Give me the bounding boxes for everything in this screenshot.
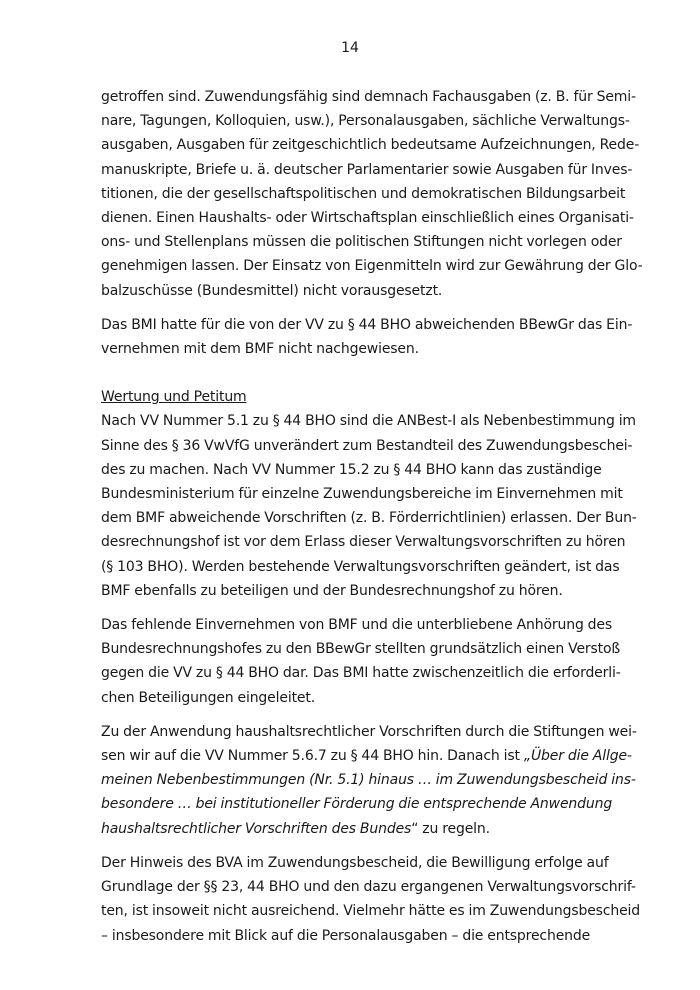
quote-text: meinen Nebenbestimmungen (Nr. 5.1) hinaus … im Zuwendungsbescheid ins- xyxy=(101,772,636,789)
text-line: – insbesondere mit Blick auf die Personalausgaben – die entsprechende xyxy=(101,927,591,944)
text-line xyxy=(101,768,636,792)
paragraph-einvernehmen xyxy=(101,313,633,361)
text-line: ons- und Stellenplans müssen die politischen Stiftungen nicht vorlegen oder xyxy=(101,234,622,251)
paragraph-verstoss xyxy=(101,613,621,710)
text-line: BMF ebenfalls zu beteiligen und der Bundesrechnungshof zu hören. xyxy=(101,582,563,599)
text-line: Nach VV Nummer 5.1 zu § 44 BHO sind die ANBest-I als Nebenbestimmung im xyxy=(101,413,636,430)
quote-text: besondere … bei institutioneller Förderung die entsprechende Anwendung xyxy=(101,796,613,813)
text-line: Grundlage der §§ 23, 44 BHO und den dazu ergangenen Verwaltungsvorschrif- xyxy=(101,879,636,896)
text-line: nare, Tagungen, Kolloquien, usw.), Personalausgaben, sächliche Verwaltungs- xyxy=(101,113,630,130)
text-line: Zu der Anwendung haushaltsrechtlicher Vorschriften durch die Stiftungen wei- xyxy=(101,723,637,740)
paragraph-hinweis-bva xyxy=(101,851,641,948)
text-line: ausgaben, Ausgaben für zeitgeschichtlich bedeutsame Aufzeichnungen, Rede- xyxy=(101,137,640,154)
text-line: dienen. Einen Haushalts- oder Wirtschaftsplan einschließlich eines Organisati- xyxy=(101,210,634,227)
paragraph-zuwendungsfaehigkeit xyxy=(101,85,643,303)
text-line: dem BMF abweichende Vorschriften (z. B. Förderrichtlinien) erlassen. Der Bun- xyxy=(101,510,637,527)
text-line: Das BMI hatte für die von der VV zu § 44 BHO abweichenden BBewGr das Ein- xyxy=(101,316,633,333)
text-line xyxy=(101,792,613,816)
text-line: ten, ist insoweit nicht ausreichend. Vielmehr hätte es im Zuwendungsbescheid xyxy=(101,903,641,920)
text-line: getroffen sind. Zuwendungsfähig sind demnach Fachausgaben (z. B. für Semi- xyxy=(101,89,636,105)
text-line: desrechnungshof ist vor dem Erlass dieser Verwaltungsvorschriften zu hören xyxy=(101,534,626,551)
text-line: titionen, die der gesellschaftspolitischen und demokratischen Bildungsarbeit xyxy=(101,185,626,202)
text-line: des zu machen. Nach VV Nummer 15.2 zu § 44 BHO kann das zuständige xyxy=(101,461,602,478)
paragraph-haushaltsrecht-quote xyxy=(101,720,637,841)
text-line xyxy=(101,817,613,841)
text-line: (§ 103 BHO). Werden bestehende Verwaltungsvorschriften geändert, ist das xyxy=(101,558,620,575)
body-text xyxy=(101,85,643,958)
text-line: genehmigen lassen. Der Einsatz von Eigenmitteln wird zur Gewährung der Glo- xyxy=(101,258,643,275)
plain-text: sen wir auf die VV Nummer 5.6.7 zu § 44 BHO hin. Danach ist xyxy=(101,748,524,765)
plain-text: “ zu regeln. xyxy=(411,820,490,837)
text-line: balzuschüsse (Bundesmittel) nicht vorausgesetzt. xyxy=(101,282,443,299)
page-number: 14 xyxy=(341,40,359,56)
text-line xyxy=(101,744,632,768)
text-line: gegen die VV zu § 44 BHO dar. Das BMI hatte zwischenzeitlich die erforderli- xyxy=(101,665,621,682)
text-line: Sinne des § 36 VwVfG unverändert zum Bestandteil des Zuwendungsbeschei- xyxy=(101,437,633,454)
text-line: vernehmen mit dem BMF nicht nachgewiesen. xyxy=(101,341,419,358)
text-line: Bundesrechnungshofes zu den BBewGr stellten grundsätzlich einen Verstoß xyxy=(101,641,621,658)
quote-text: „Über die Allge- xyxy=(523,748,632,765)
quote-text: haushaltsrechtlicher Vorschriften des Bundes xyxy=(101,820,412,837)
section-heading xyxy=(101,385,613,409)
paragraph-vv-nummer xyxy=(101,409,637,603)
text-line: Der Hinweis des BVA im Zuwendungsbescheid, die Bewilligung erfolge auf xyxy=(101,854,609,871)
section-heading-text: Wertung und Petitum xyxy=(101,389,247,406)
text-line: manuskripte, Briefe u. ä. deutscher Parlamentarier sowie Ausgaben für Inves- xyxy=(101,161,633,178)
text-line: Bundesministerium für einzelne Zuwendungsbereiche im Einvernehmen mit xyxy=(101,486,623,503)
text-line: chen Beteiligungen eingeleitet. xyxy=(101,689,316,706)
text-line: Das fehlende Einvernehmen von BMF und die unterbliebene Anhörung des xyxy=(101,617,613,634)
